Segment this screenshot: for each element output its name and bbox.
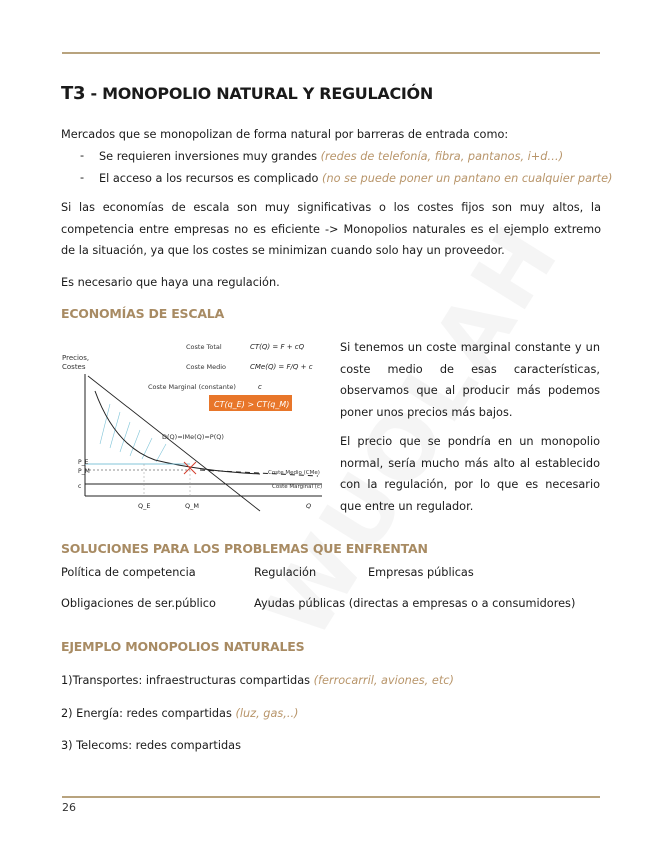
section-heading-examples: EJEMPLO MONOPOLIOS NATURALES [61,639,305,654]
hatch-area [100,404,166,462]
average-cost-label: Coste Medio (CMe) [268,470,320,476]
example-item: 2) Energía: redes compartidas (luz, gas,..) [61,707,299,720]
economies-text-2: El precio que se pondría en un monopolio normal, sería mucho más alto al establecido con la regulación, por lo que es necesario que entre un regulador. [340,435,600,513]
bullet-item: El acceso a los recursos es complicado (no se puede poner un pantano en cualquier parte) [99,172,613,185]
top-rule [62,52,600,54]
page-number: 26 [62,801,76,814]
legend-formula: c [258,383,262,391]
bottom-rule [62,796,600,798]
regulation-note: Es necesario que haya una regulación. [61,276,280,289]
solution-item: Regulación [254,566,317,579]
solution-item: Empresas públicas [368,566,474,579]
p-label: P_E [78,459,89,466]
highlight-formula: CT(q_E) > CT(q_M) [214,400,290,409]
legend-formula: CT(Q) = F + cQ [250,343,305,351]
q-label: Q_M [185,502,199,510]
intro-lead: Mercados que se monopolizan de forma natural por barreras de entrada como: [61,128,509,141]
y-axis-label: Precios, [62,354,90,362]
bullet-item: Se requieren inversiones muy grandes (redes de telefonía, fibra, pantanos, i+d…) [99,150,564,163]
bullet-dash: - [80,149,85,162]
marginal-cost-label: Coste Marginal (c) [272,484,323,490]
p-label: c [78,483,82,490]
intro-paragraph: Si las economías de escala son muy significativas o los costes fijos son muy altos, la competencia entre empresas no es eficiente -> Monopolios naturales es el ejemplo extremo de la situación, ya que los costes se minimizan cuando solo hay un proveedor. [61,201,601,257]
legend-label: Coste Marginal (constante) [148,383,236,391]
solution-item: Obligaciones de ser.público [61,597,216,610]
page-title: T3 - MONOPOLIO NATURAL Y REGULACIÓN [61,83,433,104]
q-label: Q_E [138,502,151,510]
p-label: P_M [78,468,90,475]
legend-formula: CMe(Q) = F/Q + c [250,363,313,371]
economies-of-scale-figure [60,336,340,516]
solution-item: Política de competencia [61,566,196,579]
example-item: 1)Transportes: infraestructuras compartidas (ferrocarril, aviones, etc) [61,674,454,687]
legend-label: Coste Medio [186,363,227,371]
q-label: Q [306,502,312,510]
section-heading-economies: ECONOMÍAS DE ESCALA [61,306,225,321]
legend-label: Coste Total [186,343,222,351]
example-item: 3) Telecoms: redes compartidas [61,739,241,752]
bullet-dash: - [80,171,85,184]
economies-text-1: Si tenemos un coste marginal constante y un coste medio de esas características, observamos que al producir más podemos poner unos precios más bajos. [340,341,600,419]
solution-item: Ayudas públicas (directas a empresas o a consumidores) [254,597,576,610]
section-heading-solutions: SOLUCIONES PARA LOS PROBLEMAS QUE ENFRENTAN [61,541,428,556]
demand-label: D(Q)=IMe(Q)=P(Q) [162,433,224,441]
y-axis-label: Costes [62,363,86,371]
